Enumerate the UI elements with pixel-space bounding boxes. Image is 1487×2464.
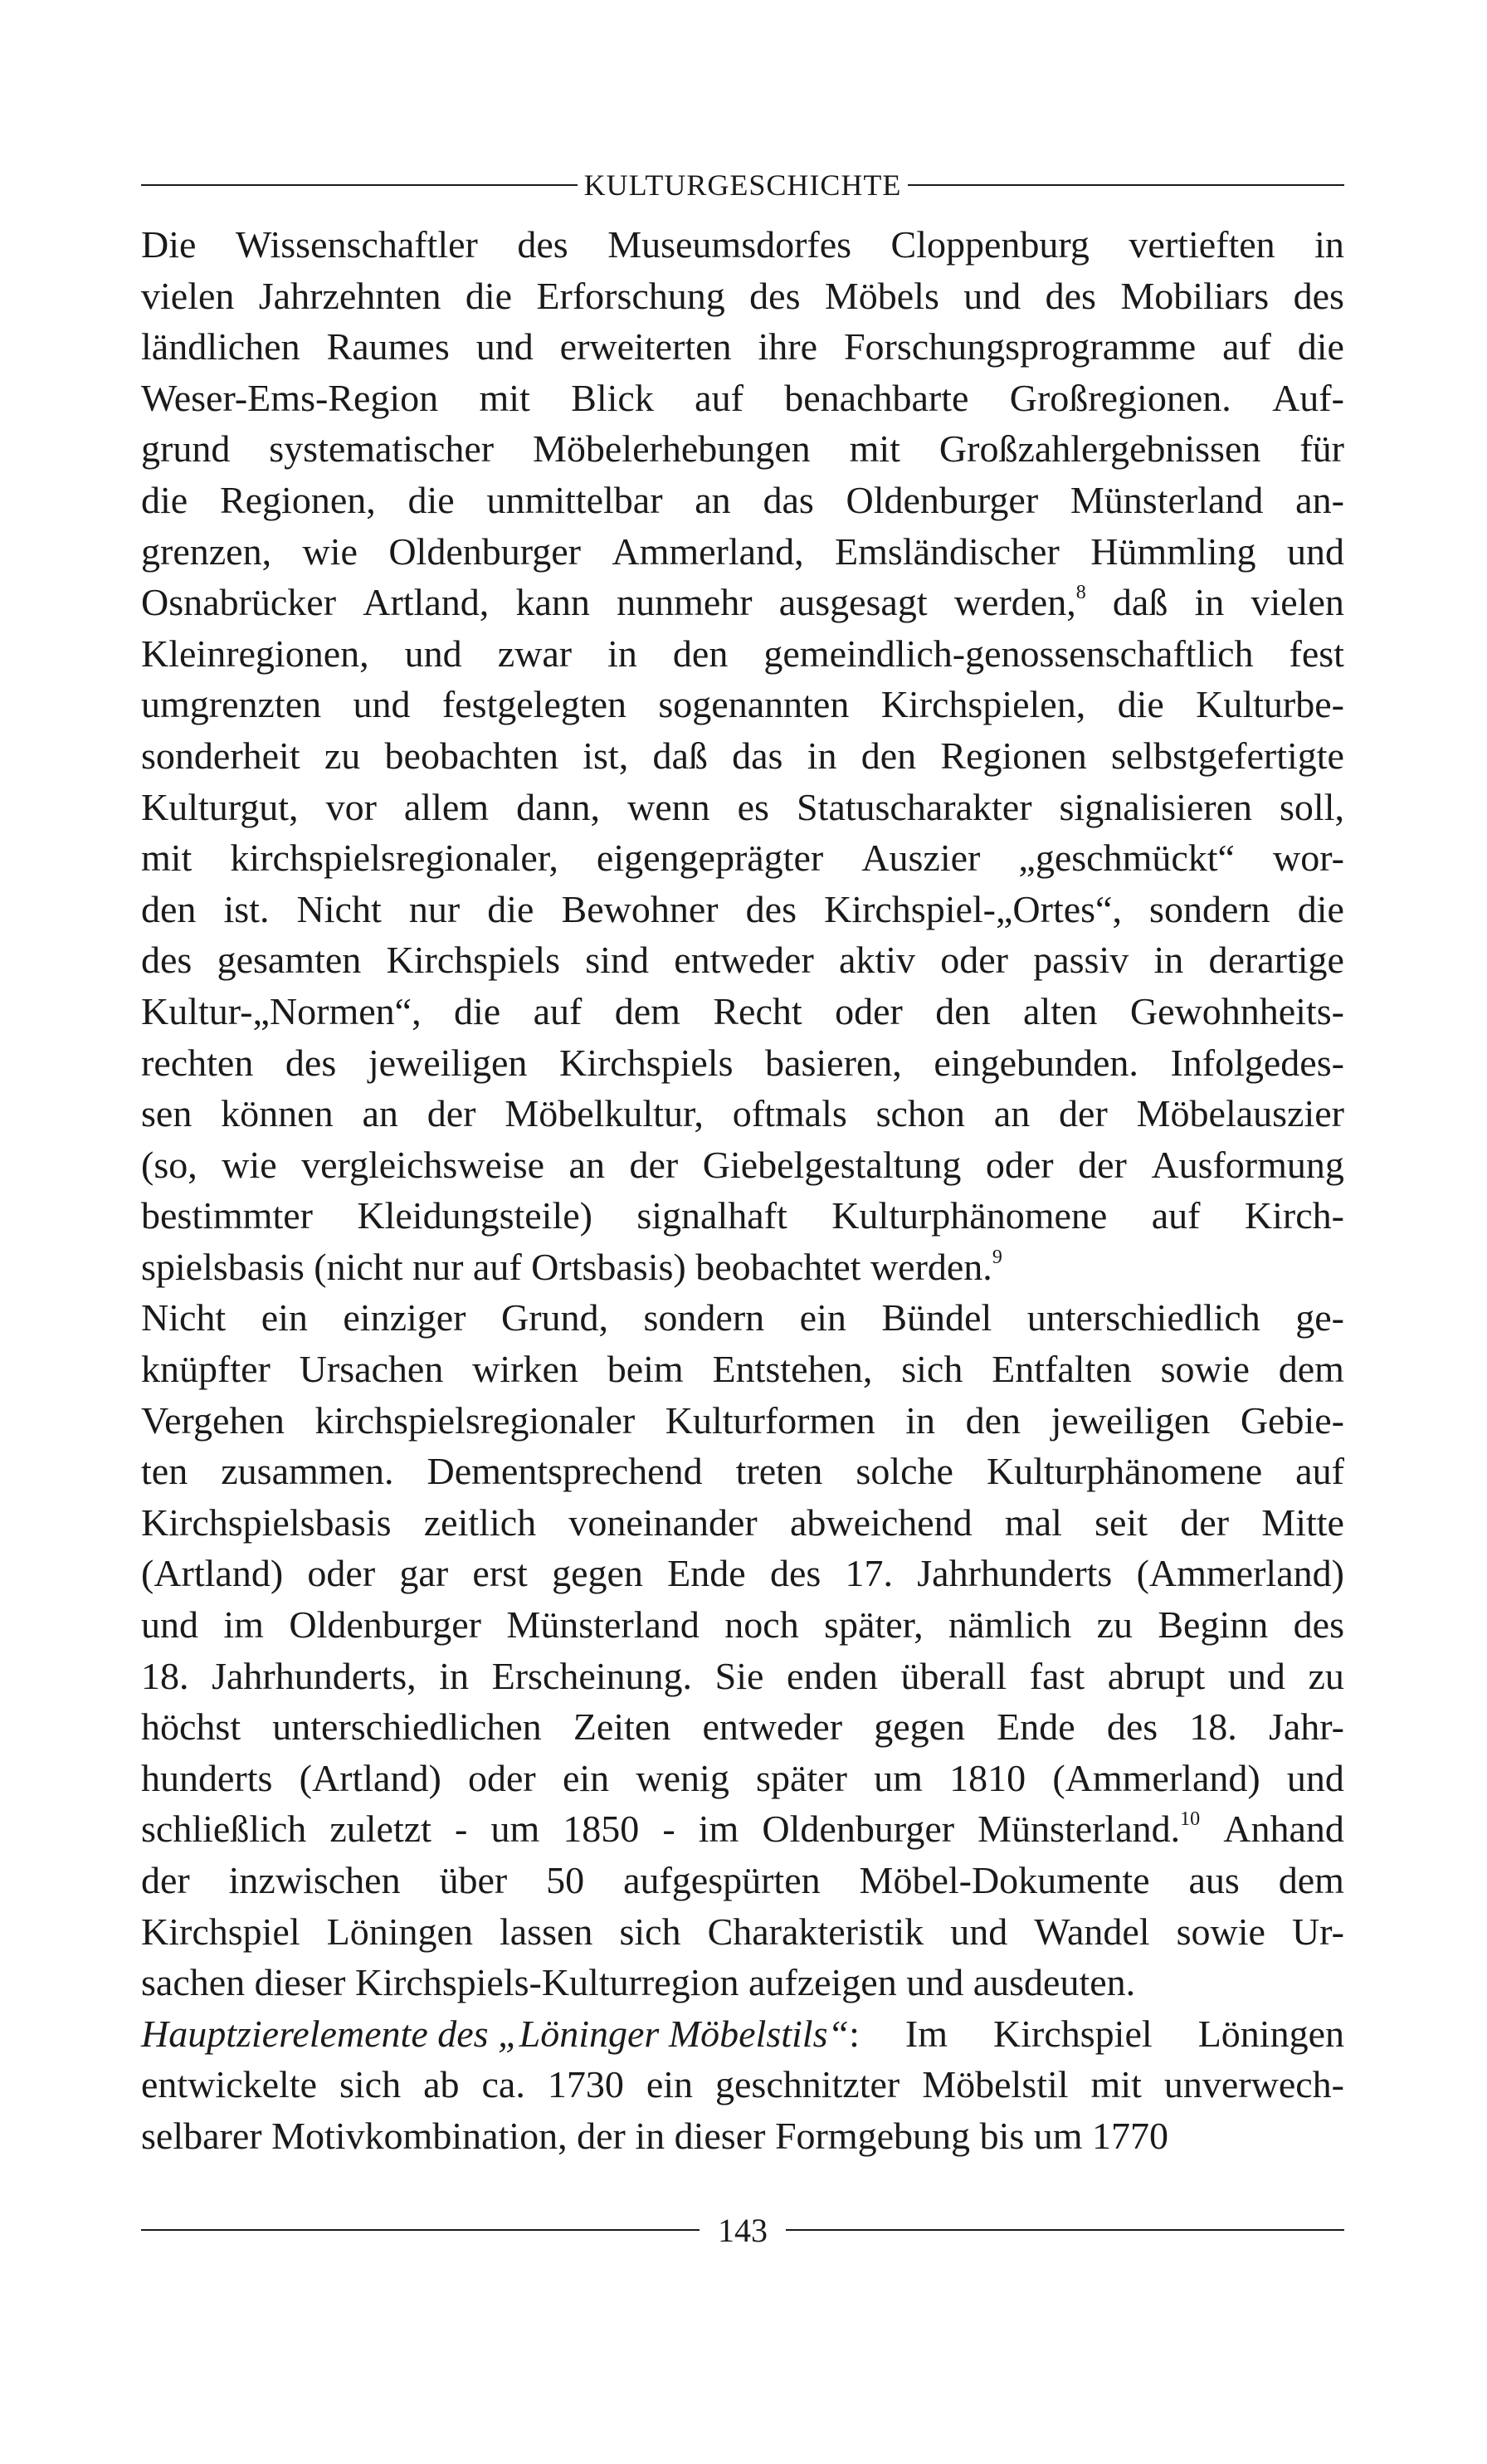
italic-lead: Hauptzierelemente des „Löninger Möbelstils“ xyxy=(141,2012,850,2055)
text-line: entwickelte sich ab ca. 1730 ein geschnitzter Möbelstil mit unverwech- xyxy=(141,2063,1344,2106)
text-line: knüpfter Ursachen wirken beim Entstehen, sich Entfalten sowie dem xyxy=(141,1348,1344,1391)
text-line: die Regionen, die unmittelbar an das Oldenburger Münsterland an- xyxy=(141,478,1344,521)
running-title: KULTURGESCHICHTE xyxy=(583,168,902,202)
text-line: sonderheit zu beobachten ist, daß das in den Regionen selbstgefertigte xyxy=(141,734,1344,777)
text-line: Kirchspielsbasis zeitlich voneinander abweichend mal seit der Mitte xyxy=(141,1500,1344,1544)
text-line: (Artland) oder gar erst gegen Ende des 17. Jahrhunderts (Ammerland) xyxy=(141,1552,1344,1595)
footer-rule-left xyxy=(141,2229,700,2231)
running-header xyxy=(141,164,1344,206)
text-line: spielsbasis (nicht nur auf Ortsbasis) beobachtet werden.$^9$ xyxy=(141,1245,1002,1288)
text-line: 18. Jahrhunderts, in Erscheinung. Sie enden überall fast abrupt und zu xyxy=(141,1654,1344,1697)
text-line: hunderts (Artland) oder ein wenig später um 1810 (Ammerland) und xyxy=(141,1756,1344,1799)
text-line: des gesamten Kirchspiels sind entweder aktiv oder passiv in derartige xyxy=(141,939,1344,982)
text-line: (so, wie vergleichsweise an der Giebelgestaltung oder der Ausformung xyxy=(141,1143,1344,1186)
text-line: den ist. Nicht nur die Bewohner des Kirchspiel-„Ortes“, sondern die xyxy=(141,887,1344,930)
text-line: der inzwischen über 50 aufgespürten Möbel-Dokumente aus dem xyxy=(141,1859,1344,1901)
text-line: schließlich zuletzt - um 1850 - im Oldenburger Münsterland.$^{10}$ Anhand xyxy=(141,1808,1344,1851)
text-line: Kulturgut, vor allem dann, wenn es Statuscharakter signalisieren soll, xyxy=(141,785,1344,828)
text-line: mit kirchspielsregionaler, eigengeprägter Auszier „geschmückt“ wor- xyxy=(141,837,1344,880)
text-line: ländlichen Raumes und erweiterten ihre Forschungsprogramme auf die xyxy=(141,325,1344,368)
text-line: sachen dieser Kirchspiels-Kulturregion aufzeigen und ausdeuten. xyxy=(141,1961,1136,2004)
text-line: umgrenzten und festgelegten sogenannten Kirchspielen, die Kulturbe- xyxy=(141,683,1344,726)
header-rule-right xyxy=(908,184,1344,186)
footer-rule-right xyxy=(786,2229,1344,2231)
text-line: Kirchspiel Löningen lassen sich Charakteristik und Wandel sowie Ur- xyxy=(141,1910,1344,1953)
text-line: bestimmter Kleidungsteile) signalhaft Kulturphänomene auf Kirch- xyxy=(141,1194,1344,1237)
text-line: grund systematischer Möbelerhebungen mit Großzahlergebnissen für xyxy=(141,427,1344,471)
text-line: höchst unterschiedlichen Zeiten entweder gegen Ende des 18. Jahr- xyxy=(141,1705,1344,1749)
text-line: sen können an der Möbelkultur, oftmals schon an der Möbelauszier xyxy=(141,1092,1344,1135)
text-line: rechten des jeweiligen Kirchspiels basieren, eingebunden. Infolgedes- xyxy=(141,1041,1344,1084)
text-line: ten zusammen. Dementsprechend treten solche Kulturphänomene auf xyxy=(141,1450,1344,1493)
text-line: Osnabrücker Artland, kann nunmehr ausgesagt werden,$^8$ daß in vielen xyxy=(141,581,1344,624)
body-text xyxy=(141,219,1344,2162)
text-line: vielen Jahrzehnten die Erforschung des Möbels und des Mobiliars des xyxy=(141,274,1344,317)
text-line: Vergehen kirchspielsregionaler Kulturformen in den jeweiligen Gebie- xyxy=(141,1398,1344,1442)
text-line: Kleinregionen, und zwar in den gemeindlich-genossenschaftlich fest xyxy=(141,632,1344,675)
page-number: 143 xyxy=(718,2211,768,2249)
text-line: Hauptzierelemente des „Löninger Möbelstils“: Im Kirchspiel Löningen xyxy=(141,2012,1344,2055)
page-footer xyxy=(141,2209,1344,2251)
text-line: und im Oldenburger Münsterland noch später, nämlich zu Beginn des xyxy=(141,1603,1344,1647)
text-line: selbarer Motivkombination, der in dieser Formgebung bis um 1770 xyxy=(141,2114,1169,2157)
text-line: Kultur-„Normen“, die auf dem Recht oder den alten Gewohnheits- xyxy=(141,989,1344,1032)
text-line: Die Wissenschaftler des Museumsdorfes Cloppenburg vertieften in xyxy=(141,223,1344,266)
text-line: grenzen, wie Oldenburger Ammerland, Emsländischer Hümmling und xyxy=(141,529,1344,573)
header-rule-left xyxy=(141,184,578,186)
text-line: Nicht ein einziger Grund, sondern ein Bündel unterschiedlich ge- xyxy=(141,1296,1344,1339)
text-line: Weser-Ems-Region mit Blick auf benachbarte Großregionen. Auf- xyxy=(141,376,1344,419)
